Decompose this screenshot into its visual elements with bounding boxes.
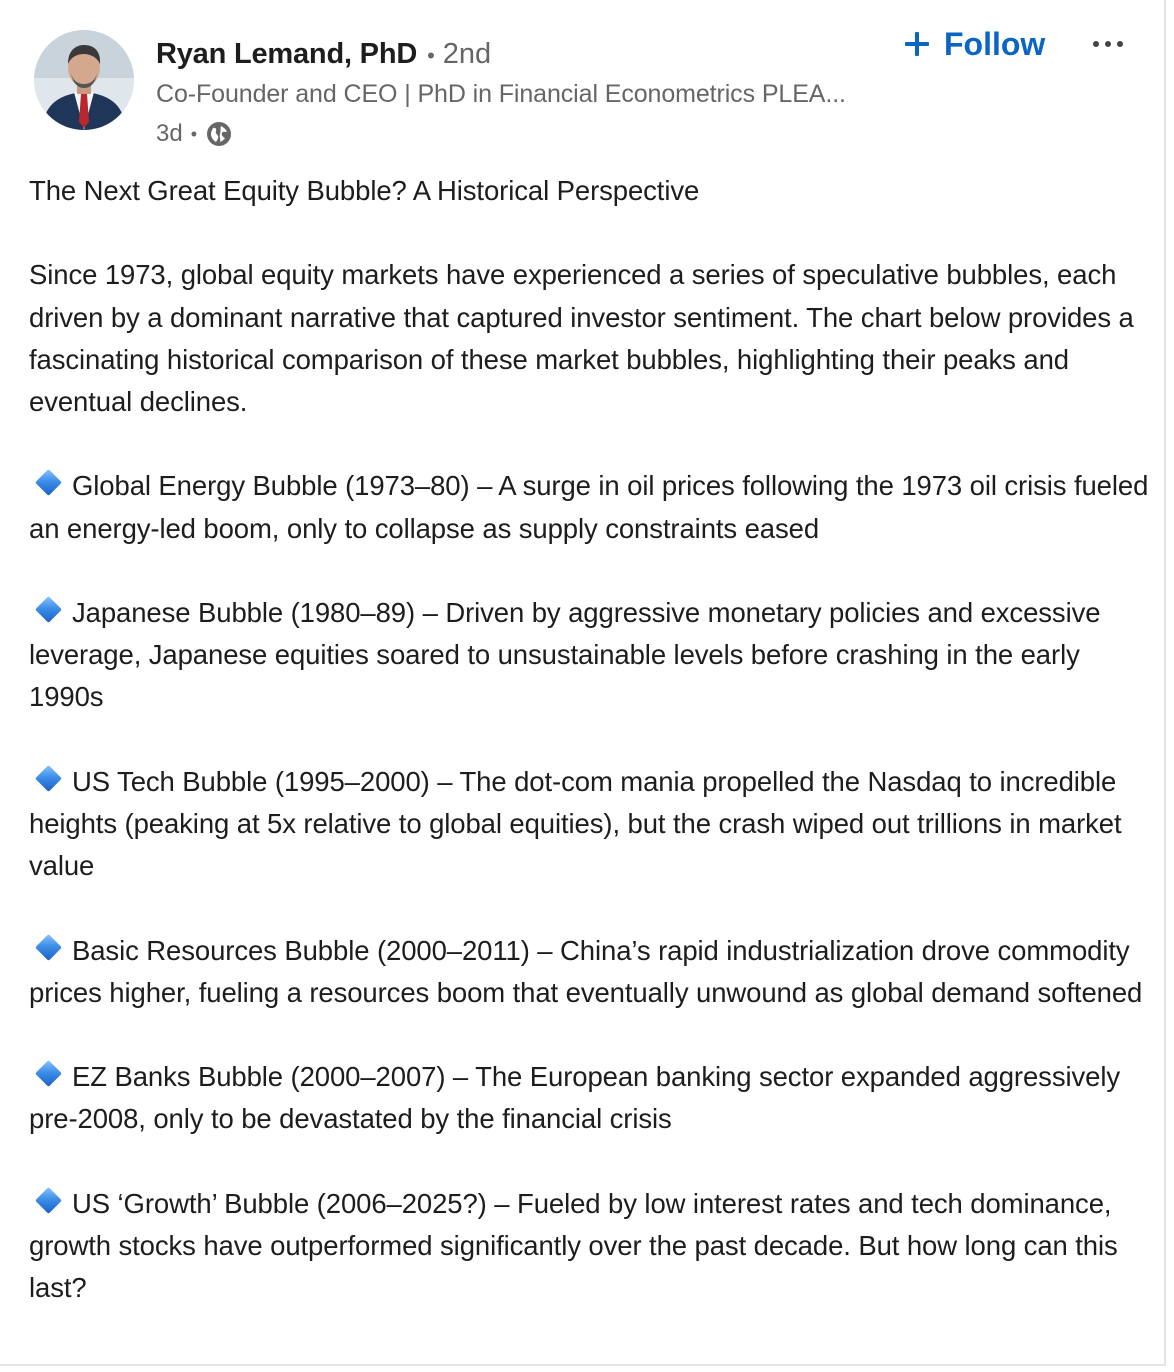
bullet-item (29, 465, 1149, 549)
plus-icon (902, 29, 932, 59)
post-title: The Next Great Equity Bubble? A Historical Perspective (29, 175, 700, 206)
spacer (29, 212, 1149, 254)
spacer (29, 423, 1149, 465)
blue-diamond-icon (35, 934, 62, 961)
spacer (29, 1141, 1149, 1183)
spacer (29, 887, 1149, 929)
author-name[interactable]: Ryan Lemand, PhD (156, 38, 418, 70)
bullet-item (29, 930, 1149, 1014)
author-name-line (156, 38, 491, 78)
bullet-item (29, 1183, 1149, 1310)
connection-degree: 2nd (442, 38, 492, 70)
bullet-text: US ‘Growth’ Bubble (2006–2025?) – Fueled by low interest rates and tech dominance, growth stocks have outperformed significantly over the past decade. But how long can this last? (29, 1187, 1118, 1304)
post-meta (156, 117, 233, 151)
separator-dot: • (427, 43, 435, 68)
follow-label: Follow (944, 25, 1046, 62)
bullet-item (29, 761, 1149, 888)
blue-diamond-icon (35, 1187, 62, 1214)
bullet-item (29, 1056, 1149, 1140)
post-age: 3d (156, 120, 183, 147)
more-options-button[interactable] (1088, 26, 1128, 62)
author-avatar[interactable] (34, 30, 134, 130)
bullet-text: EZ Banks Bubble (2000–2007) – The European banking sector expanded aggressively pre-2008, only to be devastated by the financial crisis (29, 1061, 1120, 1135)
post-body (29, 170, 1149, 1309)
ellipsis-icon (1092, 39, 1124, 49)
bullet-text: Japanese Bubble (1980–89) – Driven by aggressive monetary policies and excessive leverage, Japanese equities soared to unsustainable levels before crashing in the early 1990s (29, 596, 1101, 713)
blue-diamond-icon (35, 596, 62, 623)
spacer (29, 1014, 1149, 1056)
bullet-text: Global Energy Bubble (1973–80) – A surge in oil prices following the 1973 oil crisis fueled an energy-led boom, only to collapse as supply constraints eased (29, 470, 1149, 544)
bullet-text: Basic Resources Bubble (2000–2011) – China’s rapid industrialization drove commodity prices higher, fueling a resources boom that eventually unwound as global demand softened (29, 934, 1143, 1008)
spacer (29, 719, 1149, 761)
globe-icon (205, 120, 233, 148)
post-intro: Since 1973, global equity markets have experienced a series of speculative bubbles, each driven by a dominant narrative that captured investor sentiment. The chart below provides a fascinating historical comparison of these market bubbles, highlighting their peaks and eventual declines. (29, 259, 1134, 417)
blue-diamond-icon (35, 469, 62, 496)
blue-diamond-icon (35, 765, 62, 792)
meta-separator-dot: • (190, 123, 198, 144)
blue-diamond-icon (35, 1060, 62, 1087)
bullet-text: US Tech Bubble (1995–2000) – The dot-com mania propelled the Nasdaq to incredible heights (peaking at 5x relative to global equities), but the crash wiped out trillions in market value (29, 765, 1122, 882)
bullet-item (29, 592, 1149, 719)
author-headline[interactable]: Co-Founder and CEO | PhD in Financial Econometrics PLEA... (156, 80, 846, 108)
avatar-photo (34, 30, 134, 130)
spacer (29, 550, 1149, 592)
follow-button[interactable] (902, 22, 1045, 66)
